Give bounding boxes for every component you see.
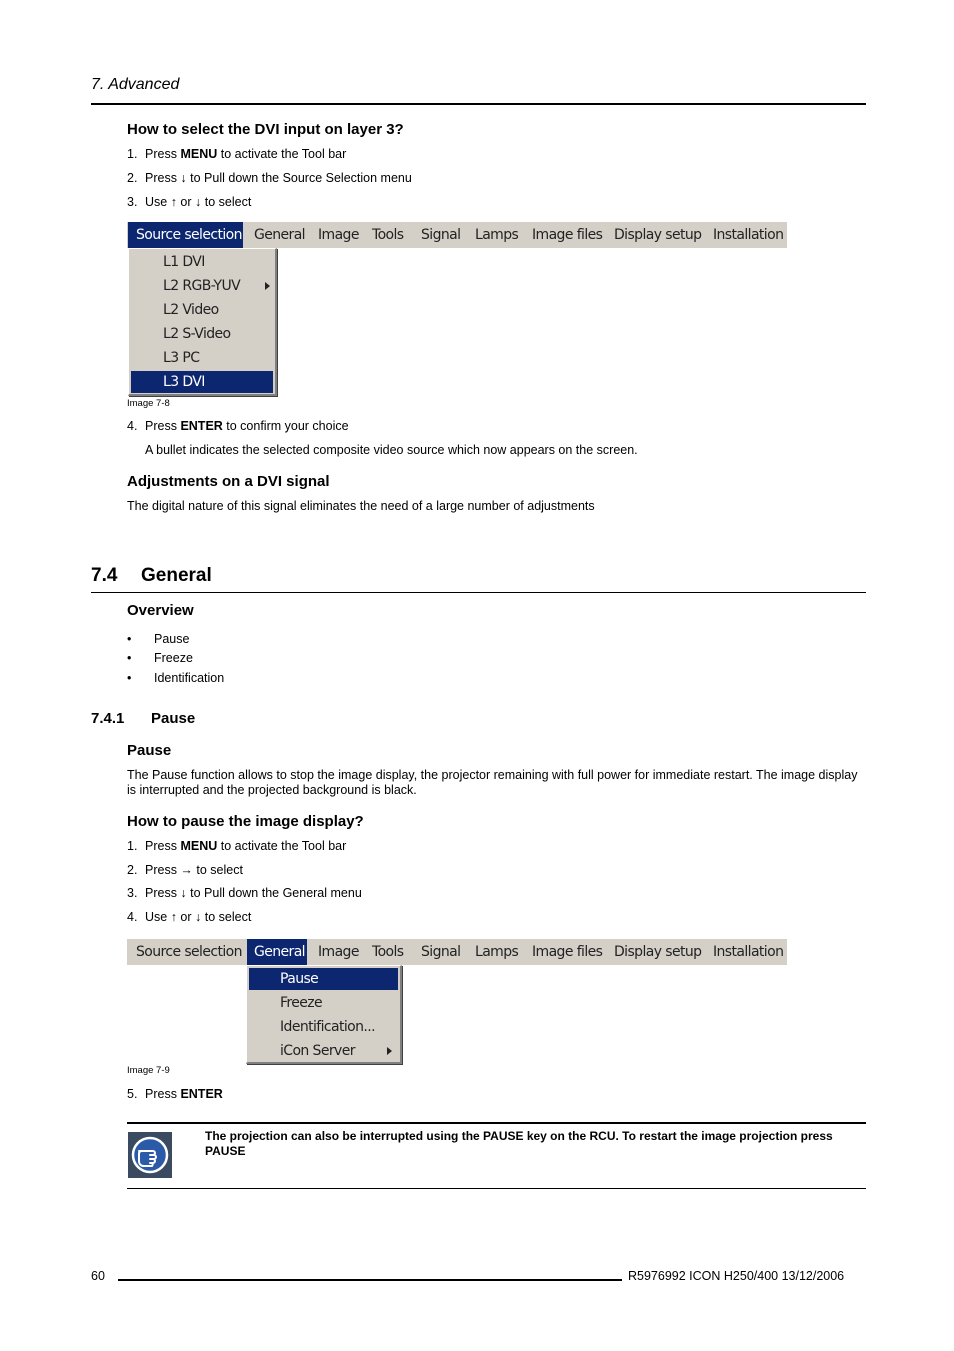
menubar-1 bbox=[127, 222, 787, 248]
menu-image[interactable]: Image bbox=[318, 227, 359, 243]
note-text: The projection can also be interrupted using the PAUSE key on the RCU. To restart the image projection press PAUSE bbox=[205, 1129, 833, 1158]
step-item: 1. Press MENU to activate the Tool bar bbox=[127, 147, 347, 161]
adjustments-text: The digital nature of this signal eliminates the need of a large number of adjustments bbox=[127, 499, 595, 513]
submenu-arrow-icon bbox=[265, 282, 270, 290]
menu-signal[interactable]: Signal bbox=[421, 227, 461, 243]
dropdown-item-identification[interactable]: Identification... bbox=[280, 1019, 375, 1035]
dropdown-item-l1-dvi[interactable]: L1 DVI bbox=[163, 254, 205, 270]
menu-general[interactable]: General bbox=[254, 227, 305, 243]
dropdown-item-pause[interactable]: Pause bbox=[249, 968, 398, 990]
menu-display-setup[interactable]: Display setup bbox=[614, 944, 702, 960]
dropdown-item-l3-dvi[interactable]: L3 DVI bbox=[131, 371, 273, 393]
section-title: 7.4 General bbox=[91, 565, 212, 586]
step-item: 1. Press MENU to activate the Tool bar bbox=[127, 839, 347, 853]
step-item: 3. Use ↑ or ↓ to select bbox=[127, 195, 252, 209]
pause-heading: Pause bbox=[127, 742, 172, 759]
menu-image-files[interactable]: Image files bbox=[532, 944, 603, 960]
dropdown-item-l2-s-video[interactable]: L2 S-Video bbox=[163, 326, 231, 342]
menubar-2 bbox=[127, 939, 787, 965]
step-item: 5. Press ENTER bbox=[127, 1087, 223, 1101]
menu-source-selection[interactable]: Source selection bbox=[136, 944, 242, 960]
menu-display-setup[interactable]: Display setup bbox=[614, 227, 702, 243]
menu-tools[interactable]: Tools bbox=[372, 944, 404, 960]
menu-lamps[interactable]: Lamps bbox=[475, 227, 519, 243]
dropdown-item-l2-rgb-yuv[interactable]: L2 RGB-YUV bbox=[131, 275, 273, 297]
menu-lamps[interactable]: Lamps bbox=[475, 944, 519, 960]
overview-heading: Overview bbox=[127, 602, 194, 619]
dropdown-item-l2-video[interactable]: L2 Video bbox=[163, 302, 219, 318]
section-rule bbox=[91, 592, 866, 593]
note-bottom-rule bbox=[127, 1188, 866, 1189]
source-selection-dropdown bbox=[128, 248, 277, 396]
step-item: 4. Press ENTER to confirm your choice bbox=[127, 419, 349, 433]
page-number: 60 bbox=[91, 1269, 105, 1283]
step-item: 2. Press ↓ to Pull down the Source Selection menu bbox=[127, 171, 412, 185]
step-item: 3. Press ↓ to Pull down the General menu bbox=[127, 886, 362, 900]
menu-signal[interactable]: Signal bbox=[421, 944, 461, 960]
dropdown-item-icon-server[interactable]: iCon Server bbox=[249, 1040, 398, 1062]
list-item: • Identification bbox=[127, 671, 225, 685]
menu-installation[interactable]: Installation bbox=[713, 227, 784, 243]
menu-image[interactable]: Image bbox=[318, 944, 359, 960]
step-note: A bullet indicates the selected composite video source which now appears on the screen. bbox=[145, 443, 638, 457]
menu-image-files[interactable]: Image files bbox=[532, 227, 603, 243]
menu-general[interactable]: General bbox=[247, 939, 307, 965]
menu-installation[interactable]: Installation bbox=[713, 944, 784, 960]
chapter-title: 7. Advanced bbox=[91, 76, 180, 93]
menu-source-selection[interactable]: Source selection bbox=[128, 222, 243, 248]
dropdown-item-l3-pc[interactable]: L3 PC bbox=[163, 350, 200, 366]
general-dropdown bbox=[246, 965, 402, 1064]
image-caption: Image 7-8 bbox=[127, 398, 170, 409]
image-caption: Image 7-9 bbox=[127, 1065, 170, 1076]
menu-tools[interactable]: Tools bbox=[372, 227, 404, 243]
list-item: • Pause bbox=[127, 632, 190, 646]
step-item: 4. Use ↑ or ↓ to select bbox=[127, 910, 252, 924]
pointing-hand-icon bbox=[128, 1132, 172, 1178]
step-item: 2. Press → to select bbox=[127, 863, 243, 877]
howto-heading: How to pause the image display? bbox=[127, 813, 364, 830]
dvi-layer3-heading: How to select the DVI input on layer 3? bbox=[127, 121, 404, 138]
footer-rule bbox=[118, 1279, 622, 1281]
submenu-arrow-icon bbox=[387, 1047, 392, 1055]
note-top-rule bbox=[127, 1122, 866, 1124]
adjustments-heading: Adjustments on a DVI signal bbox=[127, 473, 330, 490]
header-rule bbox=[91, 103, 866, 105]
list-item: • Freeze bbox=[127, 651, 193, 665]
dropdown-item-freeze[interactable]: Freeze bbox=[280, 995, 323, 1011]
pause-text: The Pause function allows to stop the image display, the projector remaining with full power for immediate restart. The image display is interrupted and the projected background is black. bbox=[127, 768, 858, 797]
document-reference: R5976992 ICON H250/400 13/12/2006 bbox=[628, 1269, 845, 1283]
subsection-title: 7.4.1 Pause bbox=[91, 710, 196, 727]
